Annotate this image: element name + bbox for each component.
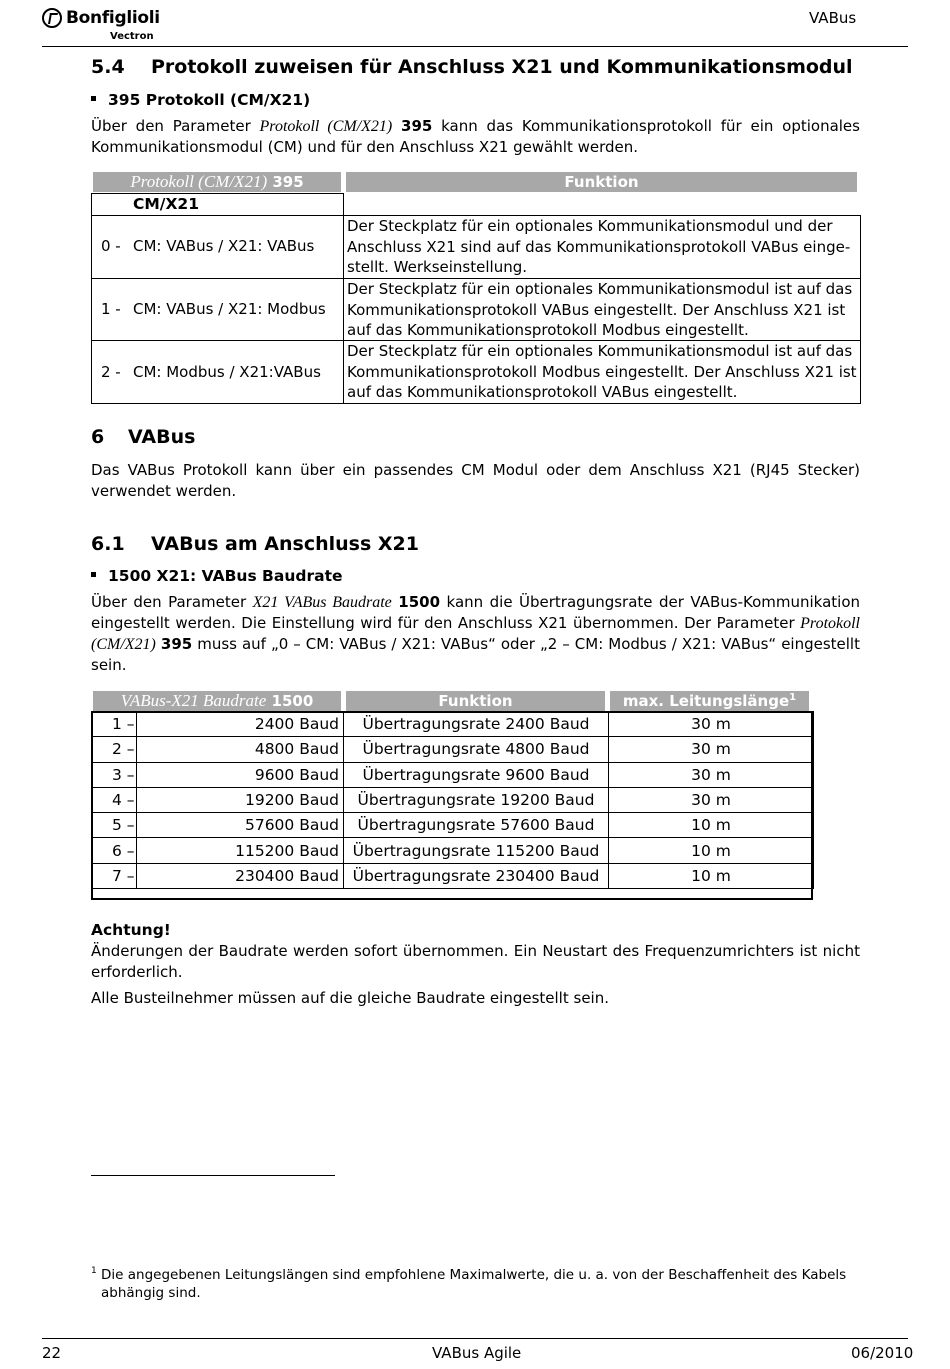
table-row — [92, 762, 814, 787]
table-row — [92, 813, 814, 838]
table-row — [92, 712, 814, 737]
desc-line: Kommunikationsprotokoll Modbus eingestellt. Der Anschluss X21 ist — [347, 362, 857, 381]
table-header-parameter — [93, 691, 341, 711]
logo-name: Bonfiglioli — [66, 8, 160, 28]
table-row — [91, 215, 344, 279]
document-title: VABus Agile — [432, 1344, 522, 1362]
table-subheader: CM/X21 — [133, 195, 199, 213]
header-divider — [42, 46, 908, 47]
parameter-bullet — [91, 91, 310, 109]
section-5-4-heading — [91, 56, 853, 78]
footnote-mark: 1 — [91, 1266, 97, 1276]
desc-line: Kommunikationsprotokoll VABus eingestellt. Der Anschluss X21 ist — [347, 300, 846, 319]
row-function: Übertragungsrate 4800 Baud — [344, 737, 609, 762]
notice-line-1: Änderungen der Baudrate werden sofort übernommen. Ein Neustart des Frequenzumrichters ist nicht erforderlich. — [91, 942, 860, 981]
table-row — [92, 787, 814, 812]
bullet-square-icon — [91, 572, 96, 577]
row-function: Übertragungsrate 2400 Baud — [344, 712, 609, 737]
header-param-number: 395 — [272, 173, 304, 191]
row-number: 5 – — [92, 813, 137, 838]
row-number: 3 – — [92, 762, 137, 787]
parameter-name: X21 VABus Baudrate — [252, 594, 392, 611]
row-number: 7 – — [92, 863, 137, 888]
row-max-length: 30 m — [609, 712, 814, 737]
section-title: VABus am Anschluss X21 — [151, 533, 419, 555]
table-row — [92, 737, 814, 762]
row-max-length: 10 m — [609, 838, 814, 863]
row-number: 4 – — [92, 787, 137, 812]
table-header-function: Funktion — [346, 691, 605, 711]
desc-line: auf das Kommunikationsprotokoll Modbus eingestellt. — [347, 321, 749, 339]
parameter-number: 395 — [401, 117, 433, 135]
row-max-length: 30 m — [609, 787, 814, 812]
row-max-length: 30 m — [609, 737, 814, 762]
baudrate-table-body — [91, 711, 814, 889]
row-number: 2 – — [92, 737, 137, 762]
desc-line: stellt. Werkseinstellung. — [347, 258, 527, 276]
table-row — [91, 340, 344, 404]
row-description — [343, 215, 861, 279]
row-number: 6 – — [92, 838, 137, 863]
bonfiglioli-logo-icon — [42, 8, 62, 28]
row-number: 1 - — [101, 300, 121, 318]
row-function: Übertragungsrate 19200 Baud — [344, 787, 609, 812]
notice-heading: Achtung! — [91, 921, 171, 939]
text-run: Über den Parameter — [91, 117, 260, 135]
table-header-max-length — [610, 691, 809, 711]
brand-logo — [42, 8, 172, 44]
parameter-name: Protokoll (CM/X21) — [259, 118, 393, 135]
section-5-4-paragraph — [91, 116, 860, 158]
row-baudrate: 19200 Baud — [137, 787, 344, 812]
row-function: Übertragungsrate 9600 Baud — [344, 762, 609, 787]
footnote-text: Die angegebenen Leitungslängen sind empfohlene Maximalwerte, die u. a. von der Beschaffenheit des Kabels abhängig sind. — [101, 1267, 847, 1301]
footer-divider — [42, 1338, 908, 1339]
table-subheader-cell — [91, 193, 344, 216]
section-number: 6 — [91, 426, 105, 448]
footnote-ref: 1 — [789, 692, 797, 703]
desc-line: Der Steckplatz für ein optionales Kommunikationsmodul und der — [347, 217, 833, 235]
text-run: Über den Parameter — [91, 593, 253, 611]
text-run: kann die Übertragungsrate der VABus-Kommunikation eingestellt werden. Die Einstellung wird für den Anschluss X21 übernommen. Der Parameter — [91, 593, 861, 632]
row-baudrate: 4800 Baud — [137, 737, 344, 762]
table-header-parameter — [93, 172, 341, 192]
section-6-paragraph: Das VABus Protokoll kann über ein passendes CM Modul oder dem Anschluss X21 (RJ45 Stecker) verwendet werden. — [91, 461, 860, 500]
table-row — [92, 863, 814, 888]
header-param-name: Protokoll (CM/X21) — [130, 172, 268, 191]
row-baudrate: 230400 Baud — [137, 863, 344, 888]
row-function: Übertragungsrate 230400 Baud — [344, 863, 609, 888]
section-6-1-paragraph — [91, 592, 860, 676]
row-number: 0 - — [101, 237, 121, 255]
header-param-name: VABus-X21 Baudrate — [120, 691, 267, 710]
row-number: 2 - — [101, 363, 121, 381]
section-title: Protokoll zuweisen für Anschluss X21 und Kommunikationsmodul — [151, 56, 853, 78]
row-baudrate: 115200 Baud — [137, 838, 344, 863]
desc-line: auf das Kommunikationsprotokoll VABus eingestellt. — [347, 383, 738, 401]
row-label: CM: VABus / X21: Modbus — [133, 300, 326, 318]
row-description — [343, 278, 861, 341]
row-max-length: 10 m — [609, 813, 814, 838]
row-max-length: 10 m — [609, 863, 814, 888]
section-6-1-heading — [91, 533, 419, 555]
footnote-divider — [91, 1175, 335, 1176]
parameter-number: 395 — [160, 635, 193, 653]
section-6-heading — [91, 426, 196, 448]
row-function: Übertragungsrate 115200 Baud — [344, 838, 609, 863]
header-section-name: VABus — [809, 9, 857, 27]
table-header-function: Funktion — [346, 172, 857, 192]
parameter-name: Protokoll (CM/X21) — [91, 615, 860, 653]
document-date: 06/2010 — [851, 1344, 914, 1362]
desc-line: Anschluss X21 sind auf das Kommunikationsprotokoll VABus einge- — [347, 237, 851, 256]
header-max-length-label: max. Leitungslänge — [622, 692, 790, 710]
parameter-number: 1500 — [398, 593, 441, 611]
row-max-length: 30 m — [609, 762, 814, 787]
parameter-bullet — [91, 567, 343, 585]
text-run: kann das Kommunikationsprotokoll für ein optionales Kommunikationsmodul (CM) und für den Anschluss X21 gewählt werden. — [91, 117, 860, 156]
table-row — [92, 838, 814, 863]
desc-line: Der Steckplatz für ein optionales Kommunikationsmodul ist auf das — [347, 280, 853, 298]
parameter-bullet-label: 395 Protokoll (CM/X21) — [108, 91, 311, 109]
row-baudrate: 2400 Baud — [137, 712, 344, 737]
parameter-bullet-label: 1500 X21: VABus Baudrate — [108, 567, 343, 585]
row-label: CM: Modbus / X21:VABus — [133, 363, 321, 381]
row-number: 1 – — [92, 712, 137, 737]
row-baudrate: 57600 Baud — [137, 813, 344, 838]
footnote — [91, 1266, 851, 1302]
notice-line-2: Alle Busteilnehmer müssen auf die gleiche Baudrate eingestellt sein. — [91, 989, 609, 1007]
row-function: Übertragungsrate 57600 Baud — [344, 813, 609, 838]
section-number: 6.1 — [91, 533, 125, 555]
header-param-number: 1500 — [271, 692, 314, 710]
row-description — [343, 340, 861, 404]
row-baudrate: 9600 Baud — [137, 762, 344, 787]
logo-subtitle: Vectron — [110, 31, 154, 42]
table-row — [91, 278, 344, 341]
page-number: 22 — [42, 1344, 62, 1362]
bullet-square-icon — [91, 96, 96, 101]
row-label: CM: VABus / X21: VABus — [133, 237, 315, 255]
section-number: 5.4 — [91, 56, 125, 78]
text-run: muss auf „0 – CM: VABus / X21: VABus“ oder „2 – CM: Modbus / X21: VABus“ eingestellt sein. — [91, 635, 860, 674]
section-title: VABus — [128, 426, 196, 448]
desc-line: Der Steckplatz für ein optionales Kommunikationsmodul ist auf das — [347, 342, 853, 360]
